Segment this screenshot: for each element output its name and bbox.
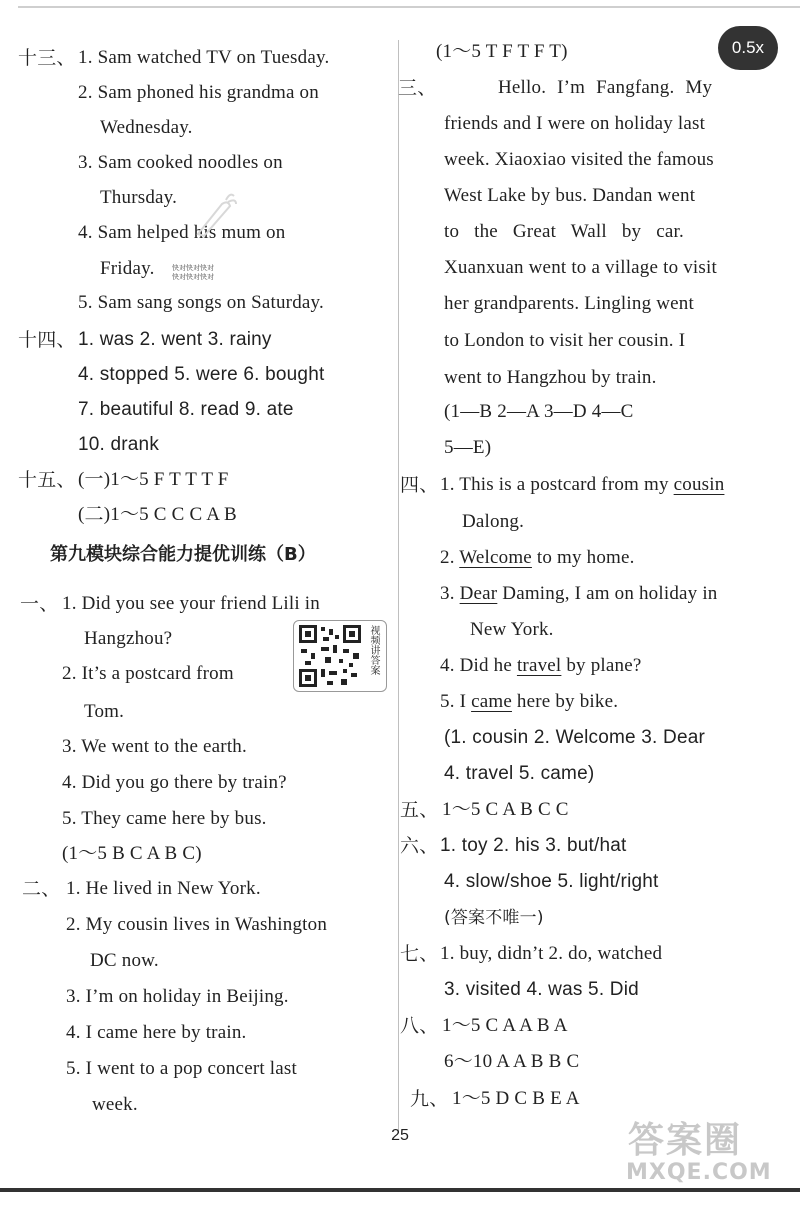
answer-line: 10. drank: [78, 434, 160, 455]
underlined-word: came: [471, 691, 512, 712]
answer-line: (一)1～5 F T T T F: [78, 469, 229, 490]
passage-line: to London to visit her cousin. I: [444, 330, 686, 351]
answer-line: 3. We went to the earth.: [62, 736, 247, 757]
answer-line: 2. It’s a postcard from: [62, 663, 234, 684]
answer-line: 5. I went to a pop concert last: [66, 1058, 297, 1079]
answer-line: 4. travel 5. came): [444, 763, 595, 784]
answer-line: (二)1～5 C C C A B: [78, 504, 237, 525]
answer-line: 1～5 D C B E A: [452, 1088, 580, 1109]
answer-line: (1. cousin 2. Welcome 3. Dear: [444, 727, 706, 748]
answer-line: 3. Sam cooked noodles on: [78, 152, 283, 173]
passage-line: Xuanxuan went to a village to visit: [444, 257, 717, 278]
answer-note: (答案不唯一): [444, 908, 544, 928]
answer-line: 1. Sam watched TV on Tuesday.: [78, 47, 330, 68]
section-15-label: 十五、: [18, 469, 76, 491]
answer-line: 1. toy 2. his 3. but/hat: [440, 835, 627, 856]
site-watermark-logo: 答案圈 MXQE.COM: [626, 1120, 772, 1185]
video-answer-qr-code[interactable]: [293, 620, 387, 692]
passage-line: went to Hangzhou by train.: [444, 367, 657, 388]
answer-line: (1—B 2—A 3—D 4—C: [444, 401, 634, 422]
passage-line: Hello. I’m Fangfang. My: [498, 77, 713, 98]
module-heading: 第九模块综合能力提优训练（B）: [50, 544, 316, 565]
answer-line: Wednesday.: [100, 117, 193, 138]
section-5-label: 五、: [400, 799, 439, 821]
section-6-label: 六、: [400, 835, 439, 857]
answer-line: 2. My cousin lives in Washington: [66, 914, 328, 935]
answer-line: 4. Did you go there by train?: [62, 772, 287, 793]
answer-line: 4. I came here by train.: [66, 1022, 247, 1043]
column-divider: [398, 40, 399, 1130]
passage-line: friends and I were on holiday last: [444, 113, 706, 134]
underlined-word: Dear: [459, 583, 498, 604]
answer-line: (1～5 B C A B C): [62, 843, 202, 864]
carrot-watermark-icon: [190, 190, 238, 240]
answer-line: 1. This is a postcard from my cousin: [440, 474, 725, 495]
answer-line: 3. visited 4. was 5. Did: [444, 979, 639, 1000]
section-13-label: 十三、: [18, 47, 76, 69]
answer-line: 3. Dear Daming, I am on holiday in: [440, 583, 718, 604]
section-14-label: 十四、: [18, 329, 76, 351]
passage-line: week. Xiaoxiao visited the famous: [444, 149, 714, 170]
section-8-label: 八、: [400, 1015, 439, 1037]
answer-line: 1～5 C A A B A: [442, 1015, 568, 1036]
answer-line: (1～5 T F T F T): [436, 41, 568, 62]
answer-line: 5. They came here by bus.: [62, 808, 267, 829]
answer-line: Friday.: [100, 258, 155, 279]
section-7-label: 七、: [400, 943, 439, 965]
answer-line: 1. He lived in New York.: [66, 878, 261, 899]
qr-code-icon: [299, 625, 361, 687]
answer-line: 4. slow/shoe 5. light/right: [444, 871, 659, 892]
answer-line: 2. Sam phoned his grandma on: [78, 82, 319, 103]
section-2-label: 二、: [22, 878, 61, 900]
answer-line: 4. Sam helped his mum on: [78, 222, 286, 243]
answer-line: 5. Sam sang songs on Saturday.: [78, 292, 324, 313]
answer-line: 4. stopped 5. were 6. bought: [78, 364, 325, 385]
passage-line: West Lake by bus. Dandan went: [444, 185, 696, 206]
answer-line: Dalong.: [462, 511, 525, 532]
section-9-label: 九、: [410, 1088, 449, 1110]
section-4-label: 四、: [400, 474, 439, 496]
answer-line: 6～10 A A B B C: [444, 1051, 580, 1072]
answer-line: 1～5 C A B C C: [442, 799, 569, 820]
passage-line: to the Great Wall by car.: [444, 221, 684, 242]
qr-label: 视频讲答案: [368, 625, 379, 675]
answer-line: DC now.: [90, 950, 159, 971]
passage-line: her grandparents. Lingling went: [444, 293, 694, 314]
answer-line: 1. Did you see your friend Lili in: [62, 593, 320, 614]
answer-line: New York.: [470, 619, 554, 640]
answer-line: 4. Did he travel by plane?: [440, 655, 642, 676]
answer-line: 5. I came here by bike.: [440, 691, 619, 712]
answer-line: 1. was 2. went 3. rainy: [78, 329, 272, 350]
section-3-label: 三、: [398, 77, 437, 99]
underlined-word: Welcome: [459, 547, 532, 568]
answer-line: Hangzhou?: [84, 628, 173, 649]
top-rule: [18, 6, 800, 8]
answer-line: Tom.: [84, 701, 125, 722]
underlined-word: travel: [516, 655, 562, 676]
answer-line: Thursday.: [100, 187, 178, 208]
underlined-word: cousin: [673, 474, 725, 495]
section-1-label: 一、: [20, 593, 59, 615]
bottom-rule: [0, 1188, 800, 1192]
page-number: 25: [391, 1127, 409, 1144]
answer-line: 5—E): [444, 437, 492, 458]
answer-line: 1. buy, didn’t 2. do, watched: [440, 943, 663, 964]
playback-speed-button[interactable]: 0.5x: [718, 26, 778, 70]
answer-line: week.: [92, 1094, 138, 1115]
answer-line: 2. Welcome to my home.: [440, 547, 635, 568]
watermark-note: 快对快对快对 快对快对快对: [172, 264, 214, 281]
answer-line: 7. beautiful 8. read 9. ate: [78, 399, 294, 420]
answer-line: 3. I’m on holiday in Beijing.: [66, 986, 289, 1007]
